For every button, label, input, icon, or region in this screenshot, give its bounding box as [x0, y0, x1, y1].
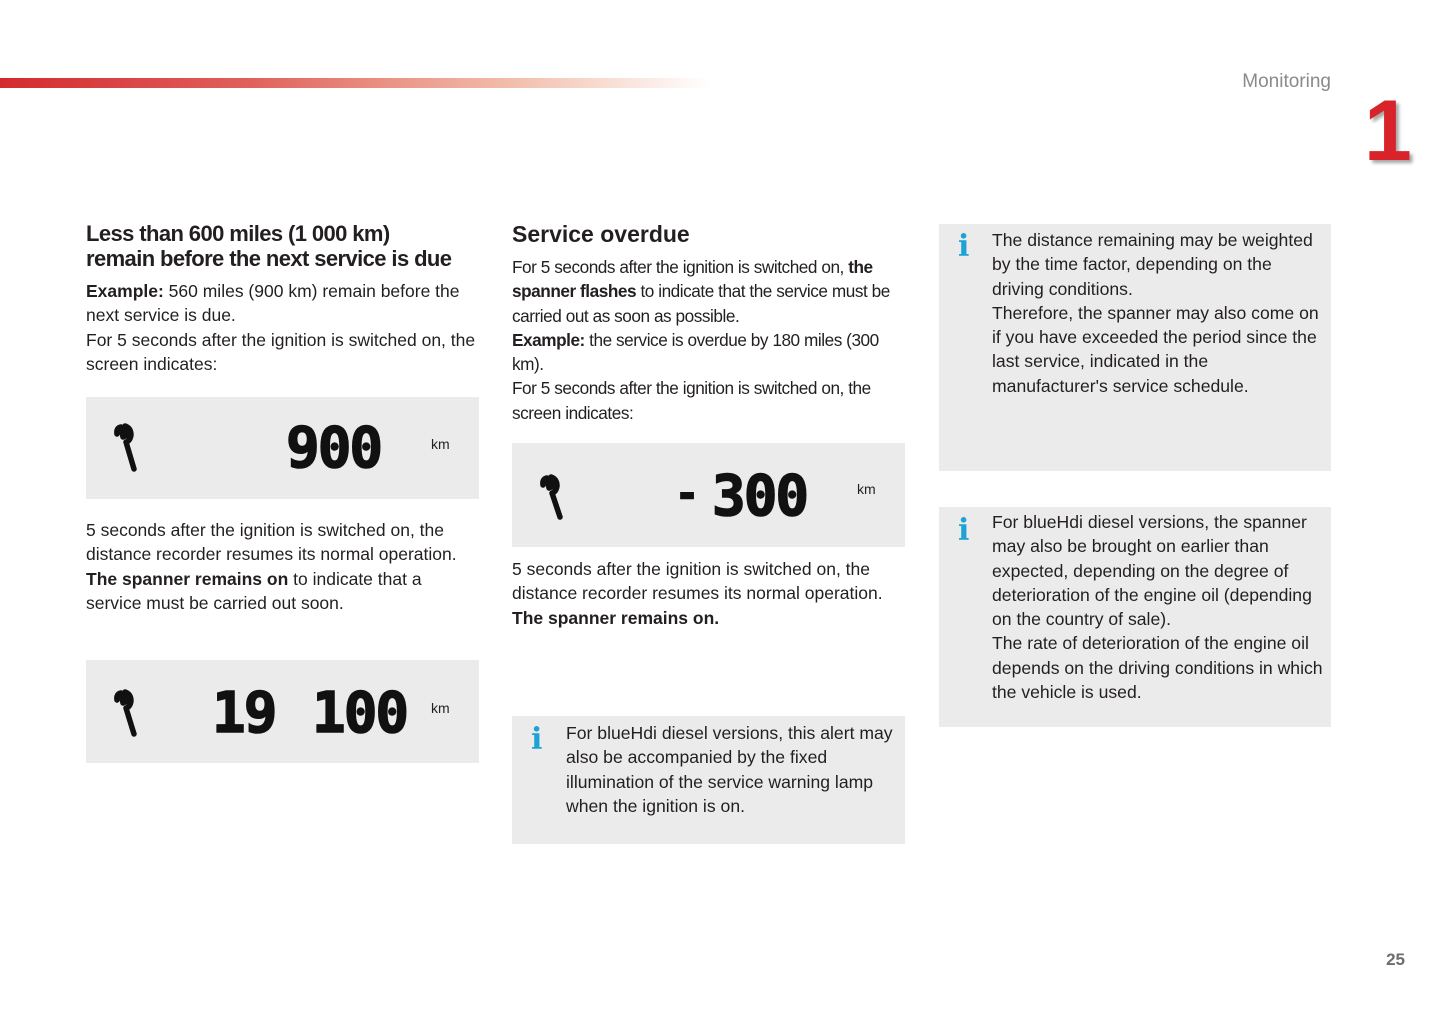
- display-value-thousands: 19: [212, 681, 276, 746]
- info-box-distance-weighting: [939, 224, 1331, 471]
- display-unit: km: [431, 700, 450, 716]
- info-icon: i: [958, 229, 970, 264]
- display-value: 900: [286, 416, 382, 481]
- header-accent-bar: [0, 78, 710, 88]
- odometer-display-19100: [86, 660, 479, 763]
- left-column: [86, 221, 481, 376]
- info-text: The distance remaining may be weighted by the time factor, depending on the driving conditions. Therefore, the spanner may also come on if you have exceeded the period since the last service, indicated in the manufacturer's service schedule.: [992, 230, 1319, 396]
- spanner-icon: [543, 477, 560, 517]
- info-box-bluehdi-oil: [939, 507, 1331, 727]
- spanner-icon: [117, 426, 134, 469]
- left-resume-paragraph: 5 seconds after the ignition is switched on, the distance recorder resumes its normal operation. The spanner remains on to indicate that a service must be carried out soon.: [86, 520, 457, 613]
- display-minus-sign: -: [675, 471, 700, 517]
- chapter-number: 1: [1364, 83, 1412, 179]
- info-text: For blueHdi diesel versions, the spanner may also be brought on earlier than expected, depending on the degree of deterioration of the engine oil (depending on the country of sale). The rate of deterioration of the engine oil depends on the driving conditions in which the vehicle is used.: [992, 512, 1323, 703]
- info-text: For blueHdi diesel versions, this alert may also be accompanied by the fixed illumination of the service warning lamp when the ignition is on.: [566, 723, 893, 816]
- display-value: 300: [712, 464, 808, 529]
- left-example-paragraph: Example: 560 miles (900 km) remain before the next service is due. For 5 seconds after the ignition is switched on, the screen indicates:: [86, 281, 476, 374]
- odometer-display-minus-300: [512, 443, 905, 547]
- middle-intro-paragraph: For 5 seconds after the ignition is switched on, the spanner flashes to indicate that the service must be carried out as soon as possible. Example: the service is overdue by 180 miles (300 km). For 5 seconds after the ignition is switched on, the screen indicates:: [512, 257, 890, 423]
- section-title: Monitoring: [1242, 71, 1331, 92]
- info-box-bluehdi-alert: [512, 716, 905, 844]
- middle-column: [512, 221, 907, 425]
- left-heading: Less than 600 miles (1 000 km) remain before the next service is due: [86, 221, 452, 271]
- page-number: 25: [1386, 950, 1405, 969]
- info-icon: i: [531, 722, 543, 757]
- info-icon: i: [958, 513, 970, 548]
- odometer-display-900: [86, 397, 479, 499]
- display-unit: km: [431, 436, 450, 452]
- display-value-units: 100: [312, 681, 408, 746]
- display-unit: km: [857, 481, 876, 497]
- spanner-icon: [117, 692, 134, 734]
- middle-resume-paragraph: 5 seconds after the ignition is switched on, the distance recorder resumes its normal operation. The spanner remains on.: [512, 559, 883, 628]
- middle-heading: Service overdue: [512, 221, 690, 247]
